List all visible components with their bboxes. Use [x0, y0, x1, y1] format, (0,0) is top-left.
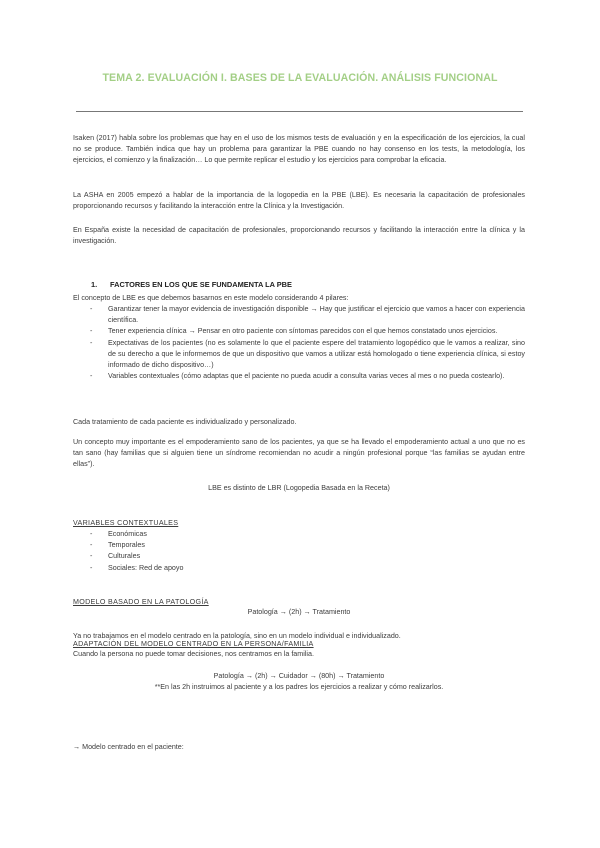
adaptacion-note: **En las 2h instruimos al paciente y a los padres los ejercicios a realizar y cómo realizarlos.: [154, 683, 444, 691]
list-item: - Tener experiencia clínica → Pensar en otro paciente con síntomas parecidos con el que hemos constatado unos ejercicios.: [73, 326, 525, 337]
modelo-patologia-formula: Patología → (2h) → Tratamiento: [247, 608, 351, 616]
adaptacion-formula: Patología → (2h) → Cuidador → (80h) → Tratamiento: [213, 672, 385, 680]
dash-bullet-icon: -: [90, 541, 93, 550]
dash-bullet-icon: -: [90, 563, 93, 572]
adaptacion-intro: Cuando la persona no puede tomar decisiones, nos centramos en la familia.: [73, 650, 314, 658]
pillars-list: [73, 304, 525, 382]
adaptacion-heading: ADAPTACIÓN DEL MODELO CENTRADO EN LA PERSONA/FAMILIA: [73, 640, 314, 648]
list-item: - Expectativas de los pacientes (no es solamente lo que el paciente espere del tratamiento logopédico que le vamos a realizar, sino de su derecho a que le informemos de que un dispositivo que vamos a utilizar está homologado o tiene experiencia clínica, si estoy informado de dicho dispositivo…): [90, 338, 525, 370]
paragraph-asha: La ASHA en 2005 empezó a hablar de la importancia de la logopedia en la PBE (LBE). Es necesaria la capacitación de profesionales proporcionando recursos y facilitando la interacción entre la Clínica y la Investigación.: [73, 191, 525, 211]
modelo-patologia-heading: MODELO BASADO EN LA PATOLOGÍA: [73, 598, 209, 606]
pillars-intro: El concepto de LBE es que debemos basarnos en este modelo considerando 4 pilares:: [73, 294, 349, 302]
list-item: - Variables contextuales (cómo adaptas que el paciente no pueda acudir a consulta varias veces al mes o no pueda costearlo).: [73, 371, 525, 382]
paragraph-individualizado: Cada tratamiento de cada paciente es individualizado y personalizado.: [73, 418, 297, 426]
dash-bullet-icon: -: [90, 327, 93, 336]
paragraph-isaken: Isaken (2017) habla sobre los problemas que hay en el uso de los mismos tests de evaluación y en la especificación de los ejercicios, la cual no se produce. También indica que hay un problema para garantizar la PBE cuando no hay consenso en los tests, la metodología, los ejercicios, el comienzo y la finalización… Lo que permite replicar el estudio y los ejercicios para comprobar la eficacia.: [73, 134, 525, 165]
variables-list: [73, 529, 525, 574]
list-item: - Garantizar tener la mayor evidencia de investigación disponible → Hay que justificar el ejercicio que vamos a hacer con experiencia científica.: [90, 305, 525, 325]
title-divider: [76, 111, 523, 112]
dash-bullet-icon: -: [90, 552, 93, 561]
paragraph-espana: En España existe la necesidad de capacitación de profesionales, proporcionando recursos y facilitando la interacción entre la clínica y la investigación.: [73, 226, 525, 246]
list-item: - Sociales: Red de apoyo: [73, 563, 525, 574]
page-title: TEMA 2. EVALUACIÓN I. BASES DE LA EVALUACIÓN. ANÁLISIS FUNCIONAL: [102, 72, 498, 84]
modelo-paciente-line: → Modelo centrado en el paciente:: [73, 743, 184, 751]
list-item: - Culturales: [73, 551, 525, 562]
dash-bullet-icon: -: [90, 530, 93, 538]
modelo-patologia-note: Ya no trabajamos en el modelo centrado en la patología, sino en un modelo individual e individualizado.: [73, 632, 401, 640]
list-item: - Económicas: [73, 529, 525, 540]
dash-bullet-icon: -: [90, 372, 93, 381]
variables-heading: VARIABLES CONTEXTUALES: [73, 519, 179, 527]
lbe-lbr-note: LBE es distinto de LBR (Logopedia Basada en la Receta): [208, 484, 390, 492]
section-heading: [91, 280, 292, 289]
dash-bullet-icon: -: [90, 305, 93, 313]
section-heading-text: FACTORES EN LOS QUE SE FUNDAMENTA LA PBE: [110, 280, 292, 289]
section-number: 1.: [91, 280, 98, 289]
dash-bullet-icon: -: [90, 338, 93, 347]
list-item: - Temporales: [73, 540, 525, 551]
paragraph-empoderamiento: Un concepto muy importante es el empoderamiento sano de los pacientes, ya que se ha llevado el empoderamiento actual a uno que no es tan sano (hay familias que si alguien tiene un síndrome recomiendan no acudir a ningún profesional porque “las familias se ayudan entre ellas”).: [73, 438, 525, 469]
